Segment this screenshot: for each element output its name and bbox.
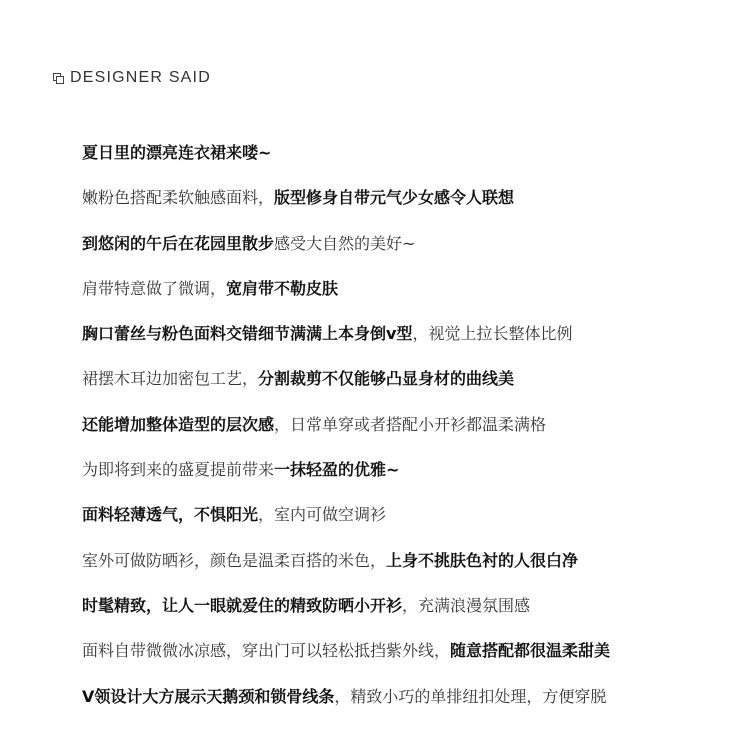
description-line (82, 412, 702, 457)
emphasized-text: V领设计大方展示天鹅颈和锁骨线条 (82, 686, 335, 706)
regular-text: 嫩粉色搭配柔软触感面料， (82, 188, 275, 208)
emphasized-text: 面料轻薄透气，不惧阳光 (82, 505, 259, 525)
description-line (82, 321, 702, 366)
regular-text: ，精致小巧的单排纽扣处理，方便穿脱 (334, 686, 607, 706)
description-line (82, 140, 702, 185)
emphasized-text: 版型修身自带元气少女感令人联想 (274, 188, 515, 208)
overlapping-squares-icon (53, 73, 64, 84)
description-line (82, 231, 702, 276)
emphasized-text: 夏日里的漂亮连衣裙来喽~ (82, 143, 272, 162)
regular-text: 为即将到来的盛夏提前带来 (82, 460, 275, 480)
emphasized-text: 宽肩带不勒皮肤 (226, 278, 339, 298)
regular-text: 感受大自然的美好~ (274, 233, 416, 253)
regular-text: ，室内可做空调衫 (258, 505, 387, 525)
emphasized-text: 上身不挑肤色衬的人很白净 (386, 550, 579, 570)
description-line (82, 638, 702, 683)
emphasized-text: 分割裁剪不仅能够凸显身材的曲线美 (258, 369, 515, 389)
description-line (82, 684, 702, 729)
regular-text: 面料自带微微冰凉感，穿出门可以轻松抵挡紫外线， (82, 641, 451, 661)
description-paragraph (82, 140, 702, 729)
section-header (53, 68, 211, 88)
emphasized-text: 还能增加整体造型的层次感 (82, 414, 275, 434)
description-line (82, 276, 702, 321)
regular-text: 室外可做防晒衫，颜色是温柔百搭的米色， (82, 550, 387, 570)
description-line (82, 593, 702, 638)
emphasized-text: 时髦精致，让人一眼就爱住的精致防晒小开衫 (82, 595, 403, 615)
description-line (82, 548, 702, 593)
regular-text: ，充满浪漫氛围感 (402, 595, 531, 615)
description-line (82, 502, 702, 547)
section-title: DESIGNER SAID (70, 69, 211, 86)
regular-text: ，日常单穿或者搭配小开衫都温柔满格 (274, 414, 547, 434)
emphasized-text: 随意搭配都很温柔甜美 (450, 641, 611, 661)
emphasized-text: 一抹轻盈的优雅~ (274, 460, 400, 480)
emphasized-text: 到悠闲的午后在花园里散步 (82, 233, 275, 253)
regular-text: 肩带特意做了微调， (82, 278, 227, 298)
emphasized-text: 胸口蕾丝与粉色面料交错细节满满上本身倒v型 (82, 324, 413, 344)
regular-text: ，视觉上拉长整体比例 (412, 324, 573, 344)
description-line (82, 185, 702, 230)
description-line (82, 366, 702, 411)
regular-text: 裙摆木耳边加密包工艺， (82, 369, 259, 389)
description-line (82, 457, 702, 502)
